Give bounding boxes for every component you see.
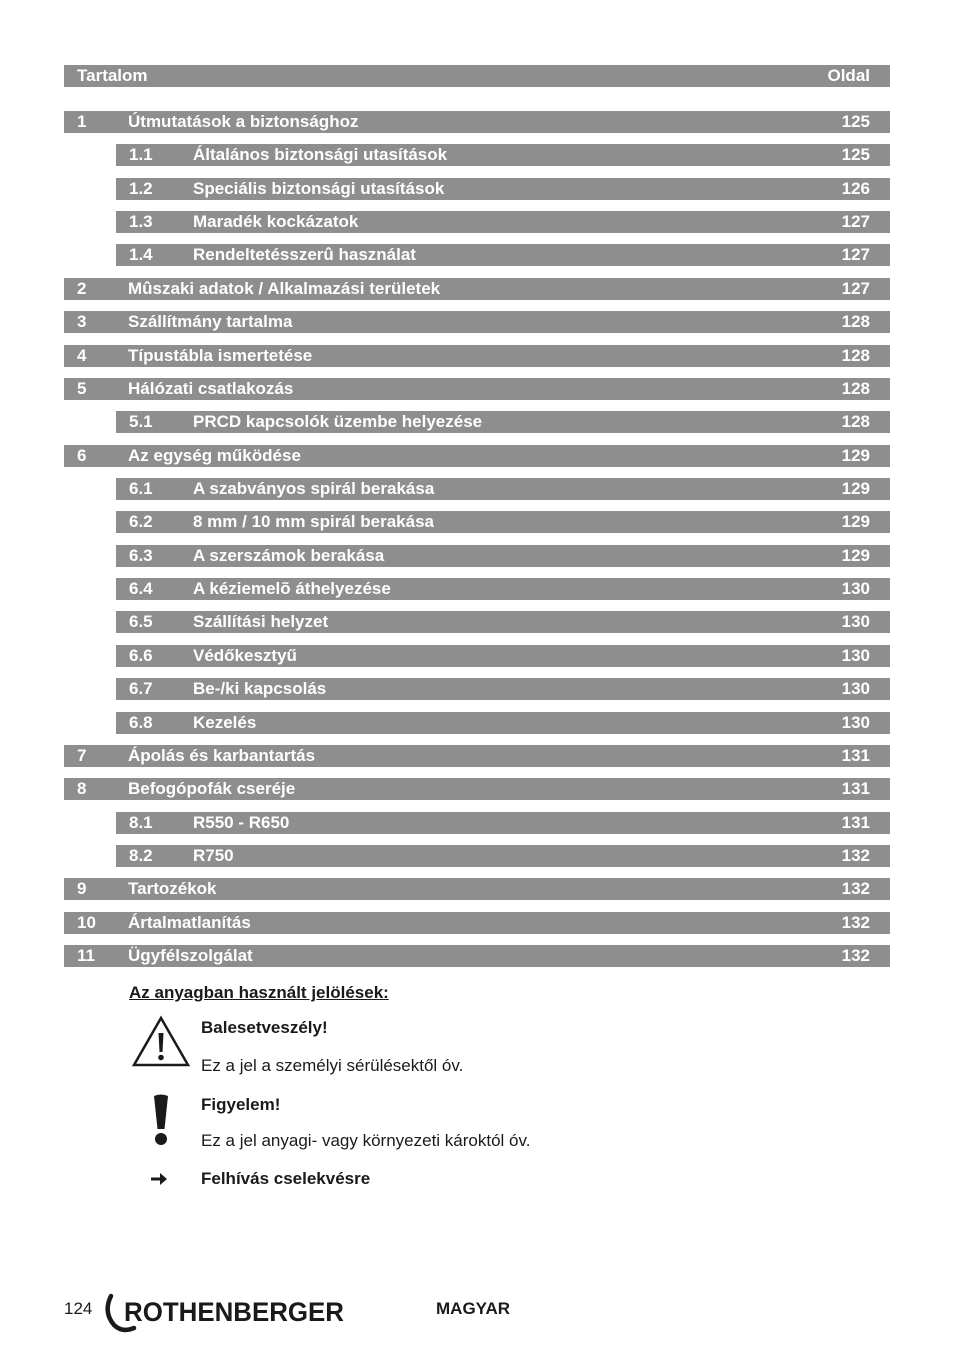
toc-entry-title: Szállítási helyzet	[193, 612, 329, 631]
toc-entry-page: 127	[841, 212, 870, 231]
toc-entry-title: Hálózati csatlakozás	[128, 379, 294, 398]
toc-header-page-label: Oldal	[827, 66, 870, 85]
toc-entry-page: 132	[841, 846, 870, 865]
arrow-right-icon	[150, 1172, 168, 1186]
toc-entry-number: 2	[77, 279, 87, 298]
toc-entry-page: 132	[841, 913, 870, 932]
toc-entry-number: 7	[77, 746, 87, 765]
toc-entry-page: 128	[841, 346, 870, 365]
toc-entry[interactable]	[64, 111, 890, 133]
legend-heading: Az anyagban használt jelölések:	[129, 983, 389, 1002]
toc-entry-title: Rendeltetésszerû használat	[193, 245, 416, 264]
toc-entry-number: 10	[77, 913, 96, 932]
toc-subentry[interactable]	[116, 578, 890, 600]
toc-entry-title: Ügyfélszolgálat	[128, 946, 253, 965]
toc-entry-page: 130	[841, 579, 870, 598]
toc-entry-title: Mûszaki adatok / Alkalmazási területek	[128, 279, 441, 298]
exclamation-icon	[150, 1093, 172, 1147]
toc-entry-title: Típustábla ismertetése	[128, 346, 313, 365]
toc-entry-number: 4	[77, 346, 87, 365]
toc-subentry[interactable]	[116, 812, 890, 834]
toc-subentry[interactable]	[116, 545, 890, 567]
toc-entry-title: Ápolás és karbantartás	[128, 746, 316, 765]
toc-entry-title: R550 - R650	[193, 813, 290, 832]
toc-entry[interactable]	[64, 278, 890, 300]
toc-entry-number: 1.4	[129, 245, 153, 264]
toc-entry-number: 1.1	[129, 145, 153, 164]
toc-entry-title: A szerszámok berakása	[193, 546, 385, 565]
toc-entry[interactable]	[64, 378, 890, 400]
toc-subentry[interactable]	[116, 611, 890, 633]
toc-header-bar	[64, 65, 890, 87]
toc-entry-title: Befogópofák cseréje	[128, 779, 296, 798]
toc-header-title: Tartalom	[77, 66, 148, 85]
toc-entry-number: 8.2	[129, 846, 153, 865]
toc-entry-title: Az egység működése	[128, 446, 301, 465]
toc-entry-title: A szabványos spirál berakása	[193, 479, 435, 498]
toc-entry-number: 6.2	[129, 512, 153, 531]
toc-entry-page: 130	[841, 713, 870, 732]
toc-entry-page: 131	[841, 779, 870, 798]
toc-subentry[interactable]	[116, 678, 890, 700]
brand-name: ROTHENBERGER	[124, 1297, 344, 1327]
toc-entry-page: 130	[841, 612, 870, 631]
toc-entry-page: 132	[841, 946, 870, 965]
toc-subentry[interactable]	[116, 178, 890, 200]
toc-entry-title: Szállítmány tartalma	[128, 312, 293, 331]
toc-subentry[interactable]	[116, 645, 890, 667]
toc-entry[interactable]	[64, 345, 890, 367]
legend-action-title: Felhívás cselekvésre	[201, 1169, 371, 1188]
toc-entry-number: 9	[77, 879, 87, 898]
toc-entry-page: 131	[841, 813, 870, 832]
toc-subentry[interactable]	[116, 712, 890, 734]
rothenberger-logo	[100, 1292, 350, 1334]
toc-entry-page: 127	[841, 279, 870, 298]
toc-entry-number: 6.3	[129, 546, 153, 565]
toc-entry-title: Kezelés	[193, 713, 257, 732]
toc-entry-number: 6.4	[129, 579, 153, 598]
toc-entry-title: Maradék kockázatok	[193, 212, 359, 231]
toc-entry[interactable]	[64, 945, 890, 967]
legend-caution-text: Ez a jel anyagi- vagy környezeti károktól óv.	[201, 1131, 531, 1150]
toc-subentry[interactable]	[116, 845, 890, 867]
toc-entry-title: A kéziemelõ áthelyezése	[193, 579, 391, 598]
toc-entry[interactable]	[64, 912, 890, 934]
toc-entry-title: Be-/ki kapcsolás	[193, 679, 327, 698]
toc-entry[interactable]	[64, 311, 890, 333]
toc-entry-page: 125	[841, 145, 870, 164]
toc-entry-page: 130	[841, 646, 870, 665]
toc-entry-number: 5	[77, 379, 87, 398]
toc-entry[interactable]	[64, 745, 890, 767]
toc-entry-page: 129	[841, 479, 870, 498]
toc-entry-number: 1.3	[129, 212, 153, 231]
toc-subentry[interactable]	[116, 211, 890, 233]
toc-subentry[interactable]	[116, 511, 890, 533]
toc-entry-title: Ártalmatlanítás	[128, 913, 251, 932]
toc-entry-number: 6	[77, 446, 87, 465]
toc-entry-number: 5.1	[129, 412, 153, 431]
toc-entry-number: 1	[77, 112, 87, 131]
toc-entry-number: 6.5	[129, 612, 153, 631]
toc-entry-number: 1.2	[129, 179, 153, 198]
toc-entry-number: 6.1	[129, 479, 153, 498]
toc-entry-number: 6.6	[129, 646, 153, 665]
toc-entry[interactable]	[64, 878, 890, 900]
toc-entry-page: 132	[841, 879, 870, 898]
legend-danger-text: Ez a jel a személyi sérülésektől óv.	[201, 1056, 464, 1075]
toc-entry-page: 129	[841, 512, 870, 531]
toc-entry-page: 127	[841, 245, 870, 264]
toc-entry-title: Védőkesztyű	[193, 646, 297, 665]
toc-entry-title: PRCD kapcsolók üzembe helyezése	[193, 412, 483, 431]
toc-entry-title: Útmutatások a biztonsághoz	[128, 112, 359, 131]
toc-entry-page: 126	[841, 179, 870, 198]
toc-entry-page: 129	[841, 446, 870, 465]
toc-entry[interactable]	[64, 445, 890, 467]
toc-entry-page: 125	[841, 112, 870, 131]
toc-entry-page: 128	[841, 412, 870, 431]
toc-entry-page: 128	[841, 379, 870, 398]
toc-entry-page: 128	[841, 312, 870, 331]
language-label: MAGYAR	[436, 1299, 510, 1318]
toc-entry-page: 129	[841, 546, 870, 565]
toc-entry-title: 8 mm / 10 mm spirál berakása	[193, 512, 434, 531]
toc-entry-page: 131	[841, 746, 870, 765]
warning-triangle-icon	[131, 1015, 191, 1069]
toc-entry-number: 3	[77, 312, 87, 331]
toc-subentry[interactable]	[116, 411, 890, 433]
legend-caution-title: Figyelem!	[201, 1095, 281, 1114]
toc-subentry[interactable]	[116, 144, 890, 166]
legend-danger-title: Balesetveszély!	[201, 1018, 328, 1037]
page-number: 124	[64, 1299, 93, 1318]
toc-entry-title: Tartozékok	[128, 879, 217, 898]
toc-entry[interactable]	[64, 778, 890, 800]
toc-subentry[interactable]	[116, 244, 890, 266]
toc-entry-title: Speciális biztonsági utasítások	[193, 179, 445, 198]
toc-entry-number: 6.8	[129, 713, 153, 732]
toc-entry-title: Általános biztonsági utasítások	[193, 145, 448, 164]
toc-subentry[interactable]	[116, 478, 890, 500]
toc-entry-page: 130	[841, 679, 870, 698]
toc-entry-number: 6.7	[129, 679, 153, 698]
toc-entry-number: 8	[77, 779, 87, 798]
toc-entry-number: 8.1	[129, 813, 153, 832]
toc-entry-title: R750	[193, 846, 234, 865]
toc-entry-number: 11	[77, 946, 95, 965]
